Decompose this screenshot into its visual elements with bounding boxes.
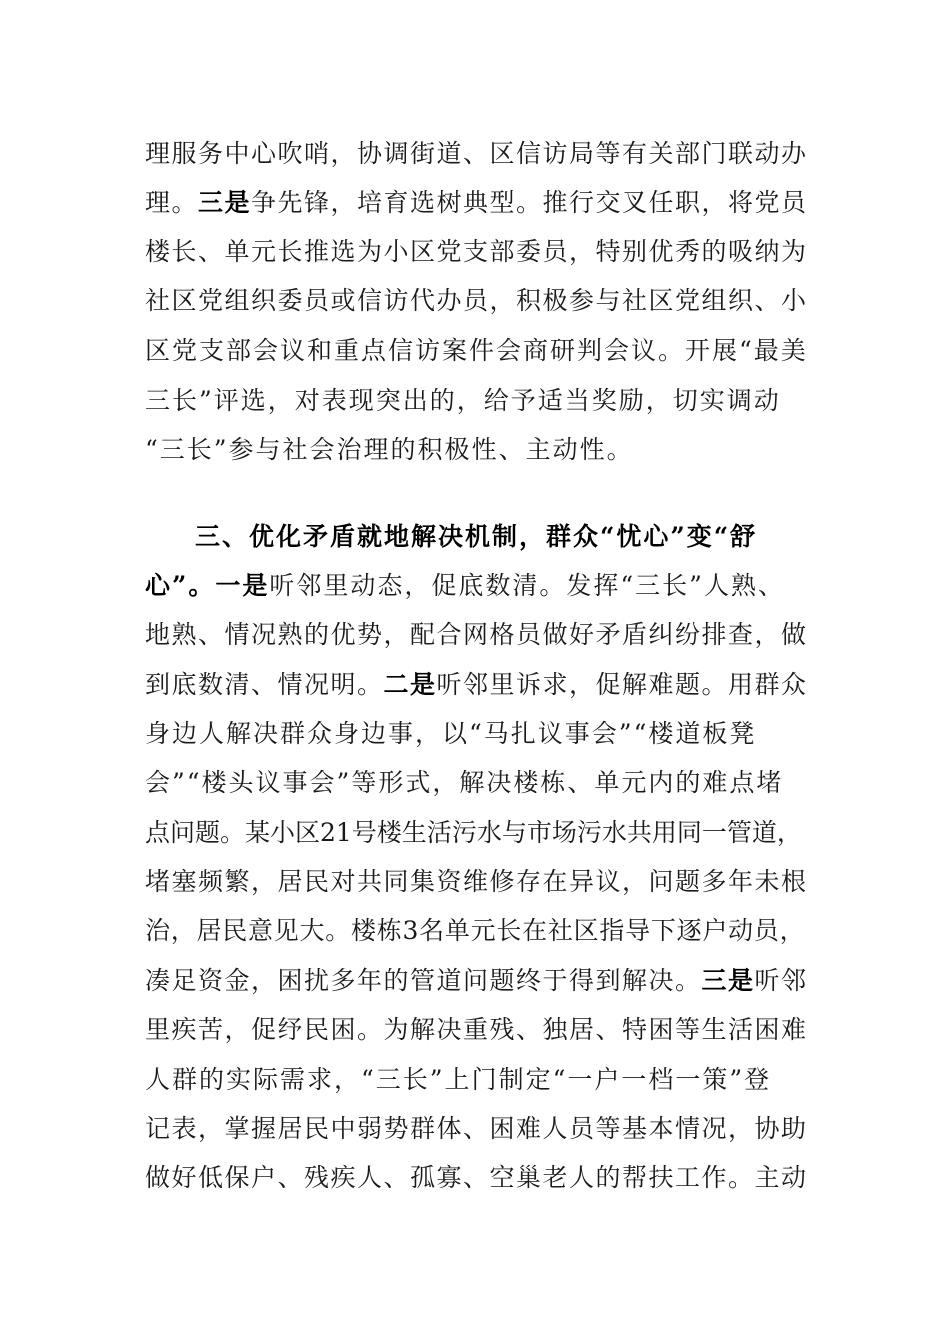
text-run: 理。 (145, 188, 199, 217)
text-line (145, 186, 808, 220)
text-line (145, 618, 808, 652)
text-line (145, 384, 781, 418)
text-run: 区党支部会议和重点信访案件会商研判会议。开展“最美 (145, 336, 808, 365)
text-run: 治，居民意见大。楼栋3名单元长在社区指导下逐户动员， (145, 916, 806, 945)
text-run: 人群的实际需求，“三长”上门制定“一户一档一策”登 (145, 1065, 772, 1094)
text-run: 到底数清、情况明。 (145, 670, 384, 699)
text-line (145, 816, 802, 850)
text-run: 会”“楼头议事会”等形式，解决楼栋、单元内的难点堵 (145, 768, 784, 797)
text-run: 记表，掌握居民中弱势群体、困难人员等基本情况，协助 (145, 1114, 808, 1143)
text-line (145, 569, 785, 603)
emphasis-run: 二是 (383, 670, 437, 699)
text-line (145, 717, 756, 751)
text-line (145, 1063, 771, 1097)
text-run: 凑足资金，困扰多年的管道问题终于得到解决。 (145, 966, 702, 995)
text-run: “三长”参与社会治理的积极性、主动性。 (145, 435, 634, 464)
text-run: 听邻里诉求，促解难题。用群众 (436, 670, 808, 699)
text-line (145, 284, 808, 318)
text-line (145, 964, 808, 998)
section-heading (195, 520, 757, 554)
text-run: 争先锋，培育选树典型。推行交叉任职，将党员 (251, 188, 808, 217)
text-run: 里疾苦，促纾民困。为解决重残、独居、特困等生活困难 (145, 1015, 808, 1044)
text-run: 听邻 (754, 966, 808, 995)
text-line (145, 1161, 808, 1195)
text-line (145, 1112, 808, 1146)
text-line (145, 137, 808, 171)
emphasis-run: 三是 (701, 966, 755, 995)
text-run: 三长”评选，对表现突出的，给予适当奖励，切实调动 (145, 386, 781, 415)
text-run: 点问题。某小区21号楼生活污水与市场污水共用同一管道， (145, 818, 802, 847)
text-run: 听邻里动态，促底数清。发挥“三长”人熟、 (269, 571, 785, 600)
text-line (145, 914, 805, 948)
emphasis-run: 三是 (198, 188, 252, 217)
text-run: 做好低保户、残疾人、孤寡、空巢老人的帮扶工作。主动 (145, 1163, 808, 1192)
text-run: 地熟、情况熟的优势，配合网格员做好矛盾纠纷排查，做 (145, 620, 808, 649)
text-line (145, 235, 808, 269)
text-run: 社区党组织委员或信访代办员，积极参与社区党组织、小 (145, 286, 808, 315)
text-line (145, 334, 808, 368)
text-run: 楼长、单元长推选为小区党支部委员，特别优秀的吸纳为 (145, 237, 808, 266)
text-run: 堵塞频繁，居民对共同集资维修存在异议，问题多年未根 (145, 867, 808, 896)
text-run: 理服务中心吹哨，协调街道、区信访局等有关部门联动办 (145, 139, 808, 168)
text-line (145, 433, 634, 467)
emphasis-run: 心”。一是 (145, 571, 270, 600)
text-line (145, 1013, 808, 1047)
text-line (145, 766, 783, 800)
text-line (145, 668, 808, 702)
text-line (145, 865, 808, 899)
heading-run: 三、优化矛盾就地解决机制，群众“忧心”变“舒 (195, 522, 758, 551)
text-run: 身边人解决群众身边事，以“马扎议事会”“楼道板凳 (145, 719, 757, 748)
